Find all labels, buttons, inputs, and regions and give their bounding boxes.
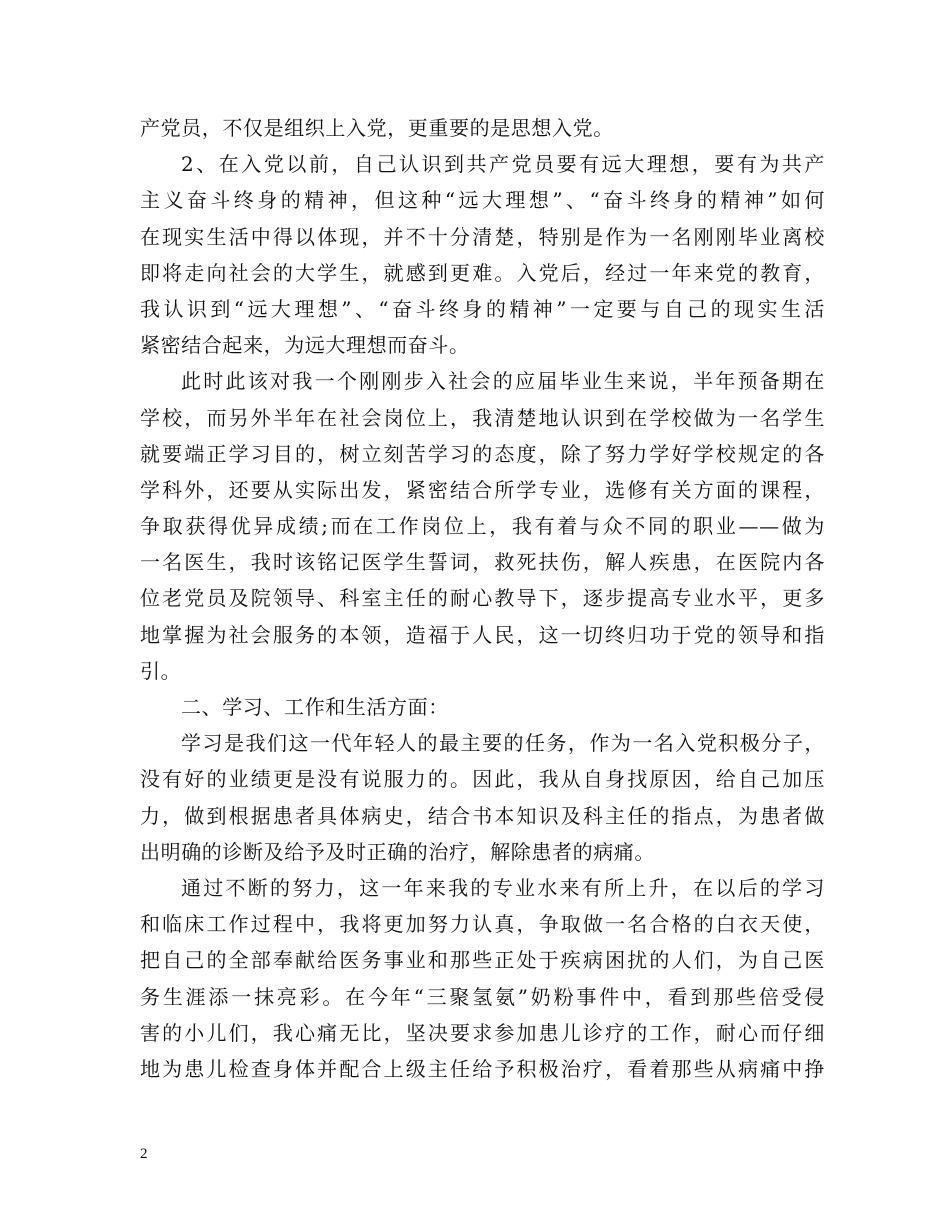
page-number: 2 bbox=[140, 1146, 148, 1162]
text-line: 紧密结合起来，为远大理想而奋斗。 bbox=[140, 333, 470, 358]
document-body bbox=[140, 110, 825, 1087]
text-line: 位老党员及院领导、科室主任的耐心教导下，逐步提高专业水平，更多 bbox=[140, 586, 825, 611]
text-line: 出明确的诊断及给予及时正确的治疗，解除患者的病痛。 bbox=[140, 839, 655, 864]
text-line: 地为患儿检查身体并配合上级主任给予积极治疗，看着那些从病痛中挣 bbox=[140, 1056, 825, 1081]
text-line: 力，做到根据患者具体病史，结合书本知识及科主任的指点，为患者做 bbox=[140, 803, 825, 828]
text-line: 就要端正学习目的，树立刻苦学习的态度，除了努力学好学校规定的各 bbox=[140, 441, 825, 466]
text-line: 2、在入党以前，自己认识到共产党员要有远大理想，要有为共产 bbox=[181, 152, 825, 177]
text-line: 没有好的业绩更是没有说服力的。因此，我从自身找原因，给自己加压 bbox=[140, 767, 825, 792]
text-line: 在现实生活中得以体现，并不十分清楚，特别是作为一名刚刚毕业离校 bbox=[140, 224, 825, 249]
text-line: 即将走向社会的大学生，就感到更难。入党后，经过一年来党的教育， bbox=[140, 260, 825, 285]
text-line: 学习是我们这一代年轻人的最主要的任务，作为一名入党积极分子， bbox=[181, 731, 825, 756]
text-line: 主义奋斗终身的精神，但这种“远大理想”、“奋斗终身的精神”如何 bbox=[140, 188, 825, 213]
text-line: 通过不断的努力，这一年来我的专业水来有所上升，在以后的学习 bbox=[181, 875, 825, 900]
text-line: 学科外，还要从实际出发，紧密结合所学专业，选修有关方面的课程， bbox=[140, 477, 825, 502]
text-line: 学校，而另外半年在社会岗位上，我清楚地认识到在学校做为一名学生 bbox=[140, 405, 825, 430]
text-line: 引。 bbox=[140, 658, 182, 683]
text-line: 一名医生，我时该铭记医学生誓词，救死扶伤，解人疾患，在医院内各 bbox=[140, 550, 825, 575]
text-line: 我认识到“远大理想”、“奋斗终身的精神”一定要与自己的现实生活 bbox=[140, 296, 825, 321]
text-line: 务生涯添一抹亮彩。在今年“三聚氢氨”奶粉事件中，看到那些倍受侵 bbox=[140, 984, 825, 1009]
text-line: 害的小儿们，我心痛无比，坚决要求参加患儿诊疗的工作，耐心而仔细 bbox=[140, 1020, 825, 1045]
text-line: 产党员，不仅是组织上入党，更重要的是思想入党。 bbox=[140, 116, 614, 140]
text-line: 和临床工作过程中，我将更加努力认真，争取做一名合格的白衣天使， bbox=[140, 912, 825, 937]
text-line: 此时此该对我一个刚刚步入社会的应届毕业生来说，半年预备期在 bbox=[181, 369, 825, 394]
text-line: 把自己的全部奉献给医务事业和那些正处于疾病困扰的人们，为自己医 bbox=[140, 948, 825, 973]
text-line: 地掌握为社会服务的本领，造福于人民，这一切终归功于党的领导和指 bbox=[140, 622, 825, 647]
text-line: 争取获得优异成绩;而在工作岗位上，我有着与众不同的职业——做为 bbox=[140, 514, 825, 539]
text-line: 二、学习、工作和生活方面： bbox=[181, 695, 449, 719]
